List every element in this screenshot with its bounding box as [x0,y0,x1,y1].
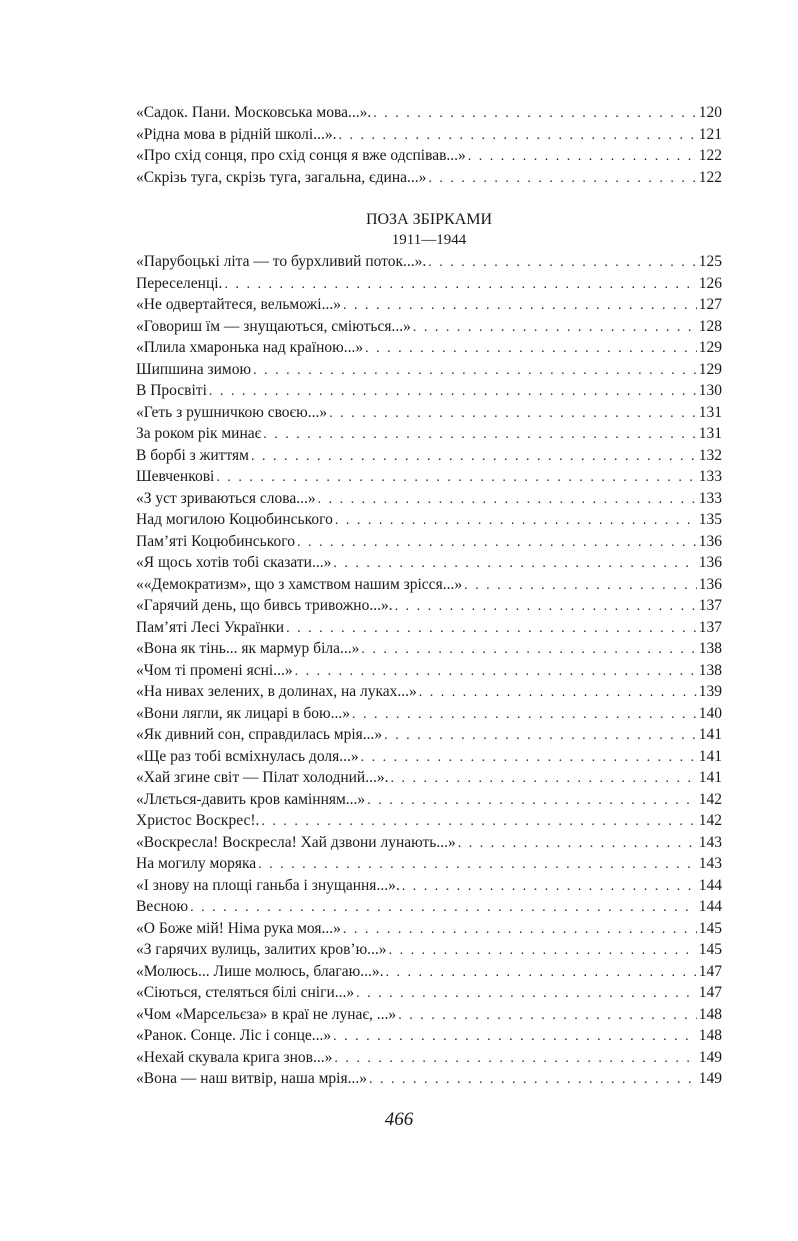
toc-entry-page: 149 [698,1070,722,1087]
dot-leader [356,983,697,1004]
toc-entry-page: 128 [698,317,722,335]
dot-leader [251,446,697,467]
toc-entry-title: «Сіються, стеляться білі сніги...» [136,984,355,1001]
toc-entry-page: 138 [698,661,722,679]
toc-entry-page: 147 [698,984,722,1001]
toc-entry [136,939,722,961]
toc-entry-page: 127 [698,296,722,313]
toc-entry-title: «Про схід сонця, про схід сонця я вже одспівав...» [136,147,466,164]
toc-entry-title: ««Демократизм», що з хамством нашим зрісся...» [136,575,463,593]
toc-entry-title: «Я щось хотів тобі сказати...» [136,554,332,571]
toc-entry-page: 143 [698,833,722,851]
table-of-contents [136,102,722,1090]
toc-entry-title: Переселенці. [136,274,223,292]
toc-entry-title: «З уст зриваються слова...» [136,489,316,507]
toc-entry [136,1047,722,1069]
toc-entry [136,638,722,660]
toc-entry-title: «Садок. Пани. Московська мова...». [136,104,372,121]
dot-leader [253,360,697,381]
toc-entry [136,1068,722,1090]
dot-leader [263,424,696,445]
dot-leader [468,146,697,167]
toc-entry-title: «На нивах зелених, в долинах, на луках...» [136,683,417,700]
toc-entry-page: 120 [698,104,722,121]
section-title: ПОЗА ЗБІРКАМИ [365,211,493,228]
toc-entry [136,574,722,596]
toc-entry [136,359,722,381]
dot-leader [216,467,696,488]
toc-entry-page: 136 [698,554,722,571]
toc-entry [136,531,722,553]
dot-leader [261,811,696,832]
toc-entry [136,167,722,189]
dot-leader [343,295,697,316]
toc-entry-title: «Скрізь туга, скрізь туга, загальна, єдина...» [136,168,427,186]
toc-entry [136,402,722,424]
toc-entry [136,767,722,789]
toc-entry-page: 147 [698,962,722,980]
toc-entry-page: 129 [698,339,722,356]
toc-entry-page: 130 [698,382,722,399]
dot-leader [384,725,697,746]
page-number: 466 [384,1109,414,1130]
dot-leader [224,274,696,295]
toc-entry [136,380,722,402]
toc-entry-page: 138 [698,640,722,657]
dot-leader [361,747,697,768]
toc-entry-page: 122 [698,147,722,164]
toc-entry-page: 142 [698,812,722,829]
dot-leader [297,532,697,553]
toc-section-1 [136,102,722,188]
toc-entry-title: «Чом ті промені ясні...» [136,661,293,679]
dot-leader [333,1026,697,1047]
toc-entry [136,961,722,983]
toc-entry-page: 144 [698,898,722,915]
toc-entry-page: 131 [698,403,722,421]
toc-entry [136,617,722,639]
toc-entry-title: «Хай згине світ — Пілат холодний...». [136,769,389,786]
toc-entry-page: 125 [698,253,722,270]
dot-leader [413,317,697,338]
toc-entry [136,337,722,359]
dot-leader [365,338,697,359]
toc-entry-title: «Гарячий день, що бивсь тривожно...». [136,597,393,614]
dot-leader [398,1005,697,1026]
toc-entry-page: 137 [698,618,722,636]
toc-entry [136,273,722,295]
toc-entry-page: 141 [698,769,722,786]
dot-leader [402,876,697,897]
dot-leader [373,103,697,124]
toc-entry-page: 143 [698,855,722,872]
toc-entry-page: 145 [698,941,722,958]
dot-leader [352,704,697,725]
dot-leader [361,639,696,660]
toc-entry [136,810,722,832]
toc-entry [136,595,722,617]
toc-entry-title: Пам’яті Коцюбинського [136,532,295,550]
dot-leader [369,1069,697,1090]
toc-entry [136,251,722,273]
toc-entry [136,896,722,918]
toc-entry-title: Весною [136,898,189,915]
toc-entry-page: 136 [698,532,722,550]
toc-entry-title: «Воскресла! Воскресла! Хай дзвони лунають...» [136,833,456,851]
dot-leader [395,596,697,617]
toc-entry-title: «Нехай скувала крига знов...» [136,1048,333,1066]
dot-leader [286,618,697,639]
toc-entry-page: 141 [698,726,722,743]
toc-entry-page: 141 [698,747,722,765]
toc-section-2 [136,251,722,1090]
toc-entry-title: «З гарячих вулиць, залитих кров’ю...» [136,941,387,958]
section-heading [136,209,722,250]
dot-leader [318,489,697,510]
toc-entry-page: 132 [698,446,722,464]
dot-leader [389,940,697,961]
toc-entry [136,982,722,1004]
dot-leader [295,661,697,682]
toc-entry-page: 135 [698,511,722,528]
toc-entry-page: 126 [698,274,722,292]
toc-entry-title: Пам’яті Лесі Українки [136,618,285,636]
toc-entry-title: «Вони лягли, як лицарі в бою...» [136,704,350,722]
toc-entry [136,875,722,897]
dot-leader [209,381,697,402]
toc-entry [136,552,722,574]
dot-leader [334,1048,696,1069]
dot-leader [458,833,697,854]
dot-leader [428,252,696,273]
dot-leader [419,682,697,703]
dot-leader [258,854,697,875]
toc-entry-title: За роком рік минає [136,425,262,442]
toc-entry-title: «Парубоцькі літа — то бурхливий поток...». [136,253,427,270]
toc-entry [136,853,722,875]
toc-entry-page: 136 [698,575,722,593]
toc-entry [136,724,722,746]
dot-leader [390,768,696,789]
dot-leader [386,962,697,983]
toc-entry-title: Шевченкові [136,468,215,485]
toc-entry [136,703,722,725]
toc-entry-page: 133 [698,489,722,507]
toc-entry-title: «Рідна мова в рідній школі...». [136,125,337,143]
toc-entry-title: Шипшина зимою [136,360,252,378]
toc-entry-title: «Ще раз тобі всміхнулась доля...» [136,747,359,765]
toc-entry-page: 148 [698,1027,722,1044]
toc-entry [136,124,722,146]
section-years: 1911—1944 [391,232,467,248]
toc-entry-title: «І знову на площі ганьба і знущання...». [136,876,400,894]
toc-entry-page: 148 [698,1005,722,1023]
toc-entry-title: В борбі з життям [136,446,249,464]
dot-leader [338,125,696,146]
toc-entry-page: 133 [698,468,722,485]
toc-entry-title: «Вона — наш витвір, наша мрія...» [136,1070,367,1087]
toc-entry [136,832,722,854]
toc-entry [136,102,722,124]
toc-entry-page: 139 [698,683,722,700]
toc-entry-title: «Молюсь... Лише молюсь, благаю...». [136,962,384,980]
toc-entry-title: «Ллється-давить кров камінням...» [136,790,366,808]
toc-entry [136,423,722,445]
toc-entry-title: «Геть з рушничкою своєю...» [136,403,328,421]
toc-entry-page: 129 [698,360,722,378]
toc-entry-page: 144 [698,876,722,894]
toc-entry-title: «Плила хмаронька над країною...» [136,339,364,356]
dot-leader [190,897,697,918]
dot-leader [329,403,697,424]
toc-entry [136,145,722,167]
dot-leader [335,510,697,531]
toc-entry [136,1004,722,1026]
toc-entry [136,294,722,316]
toc-entry-page: 137 [698,597,722,614]
toc-entry [136,789,722,811]
toc-entry-title: «Ранок. Сонце. Ліс і сонце...» [136,1027,332,1044]
toc-entry-page: 122 [698,168,722,186]
dot-leader [428,168,696,189]
toc-entry [136,509,722,531]
dot-leader [333,553,696,574]
toc-entry-page: 142 [698,790,722,808]
toc-entry-page: 145 [698,919,722,937]
toc-entry-page: 149 [698,1048,722,1066]
toc-entry [136,918,722,940]
toc-entry-title: «Як дивний сон, справдилась мрія...» [136,726,383,743]
toc-entry [136,1025,722,1047]
toc-entry-title: Христос Воскрес!. [136,812,260,829]
toc-entry [136,445,722,467]
toc-entry-title: «О Боже мій! Німа рука моя...» [136,919,341,937]
toc-entry-page: 121 [698,125,722,143]
toc-entry [136,466,722,488]
dot-leader [464,575,697,596]
toc-entry-title: В Просвіті [136,382,207,399]
toc-entry-title: Над могилою Коцюбинського [136,511,333,528]
toc-entry-title: «Вона як тінь... як мармур біла...» [136,640,360,657]
toc-entry [136,681,722,703]
toc-entry [136,316,722,338]
toc-entry-title: «Говориш їм — знущаються, сміються...» [136,317,411,335]
toc-entry-title: «Чом «Марсельєза» в краї не лунає, ...» [136,1005,397,1023]
toc-entry-title: На могилу моряка [136,855,257,872]
toc-entry-page: 131 [698,425,722,442]
toc-entry [136,660,722,682]
dot-leader [367,790,697,811]
toc-entry [136,488,722,510]
toc-entry-page: 140 [698,704,722,722]
dot-leader [343,919,697,940]
toc-entry [136,746,722,768]
toc-entry-title: «Не одвертайтеся, вельможі...» [136,296,341,313]
